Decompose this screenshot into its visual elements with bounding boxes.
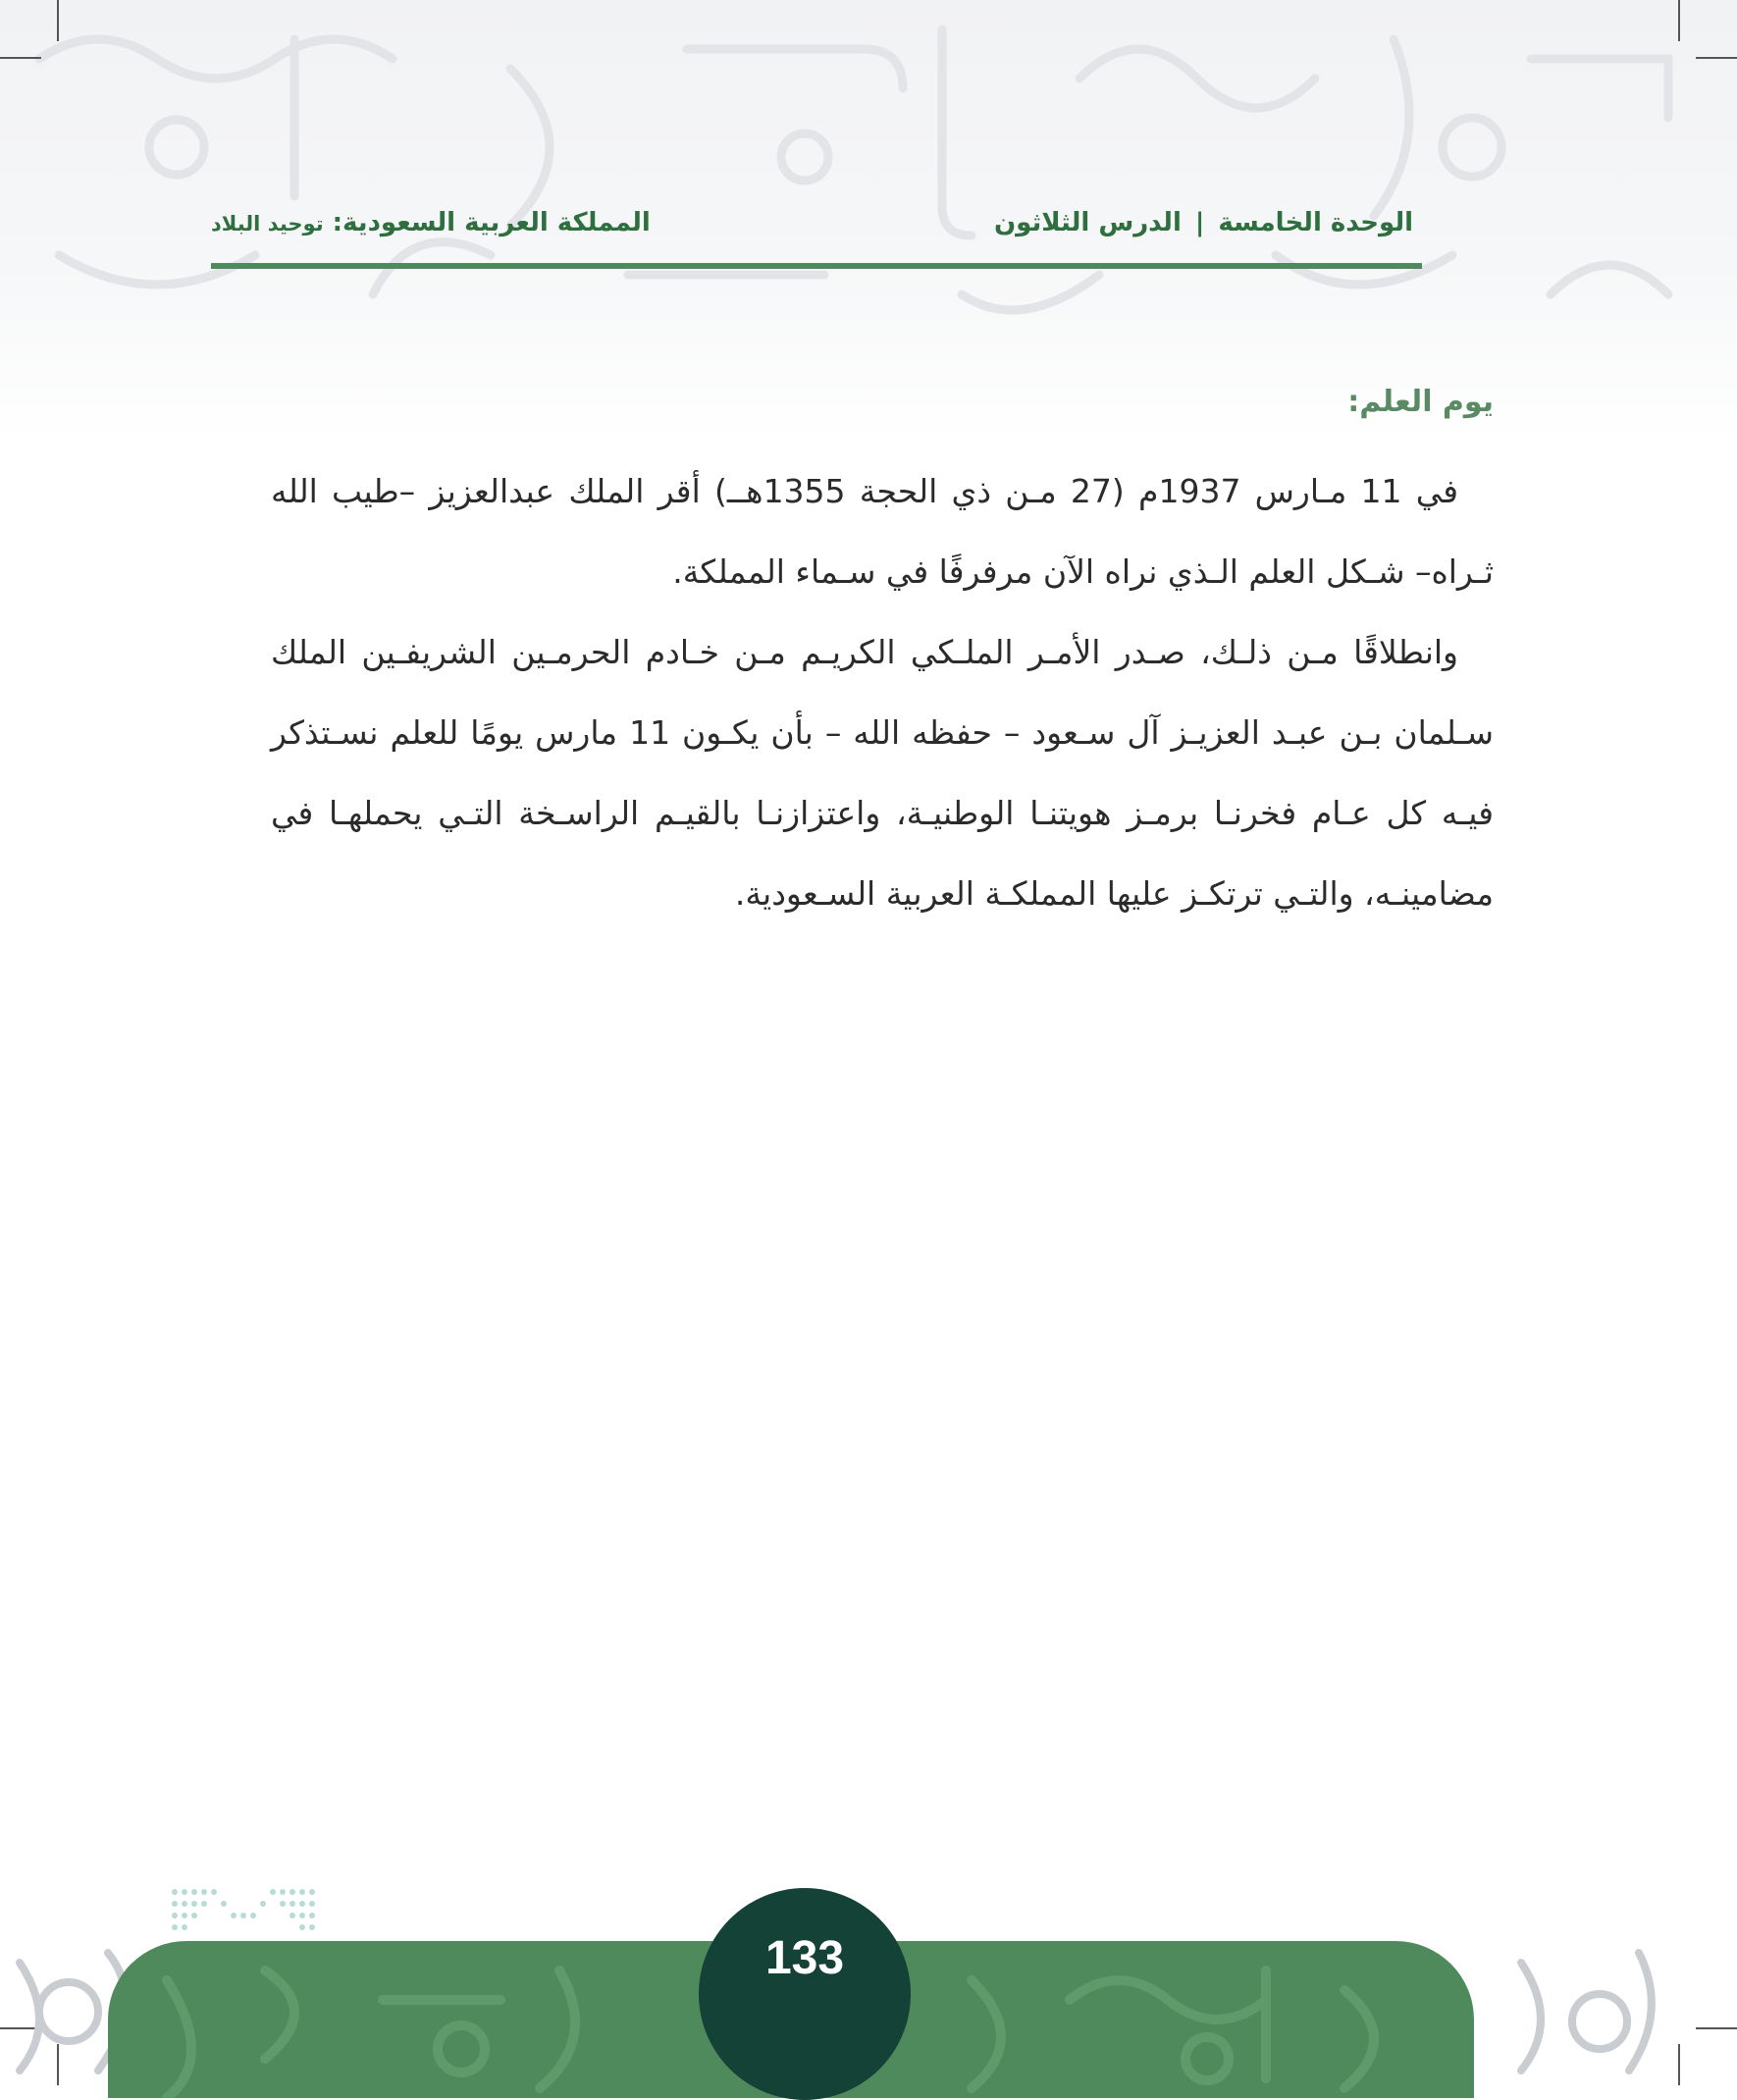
crop-mark (1678, 0, 1680, 41)
header-topic (211, 208, 651, 237)
header-lesson: الدرس الثلاثون (993, 208, 1182, 237)
section-title: يوم العلم: (1347, 385, 1494, 419)
ministry-logo-dots (169, 1886, 326, 1933)
paragraph: في 11 مـارس 1937م (27 مـن ذي الحجة 1355هــ) أقر الملك عبدالعزيز –طيب الله ثـراه– شـكل العلم الـذي نراه الآن مرفرفًا في سـماء المملكة. (271, 472, 1494, 591)
crop-mark (57, 0, 59, 41)
crop-mark (1696, 2027, 1737, 2029)
paragraph: وانطلاقًا مـن ذلـك، صـدر الأمـر الملـكي الكريـم مـن خـادم الحرمـين الشريفـين الملك سـلمان بـن عبـد العزيـز آل سـعود – حفظه الله – بأن يكـون 11 مارس يومًا للعلم نسـتذكر فيـه كل عـام فخرنـا برمـز هويتنـا الوطنيـة، واعتزازنـا بالقيـم الراسـخة التـي يحملهـا في مضامينـه، والتـي ترتكـز عليها المملكـة العربية السـعودية. (271, 633, 1494, 913)
header-topic-title: المملكة العربية السعودية: (332, 208, 651, 237)
header-separator: | (1194, 208, 1205, 237)
header-unit-lesson (994, 208, 1413, 237)
header-divider (211, 263, 1422, 269)
footer-calligraphy-right (1374, 1923, 1688, 2085)
crop-mark (1696, 57, 1737, 59)
page-number: 133 (764, 1932, 845, 1984)
crop-mark (0, 57, 41, 59)
header-unit: الوحدة الخامسة (1218, 208, 1413, 237)
page-number-badge (699, 1888, 911, 2100)
header-subtopic: توحيد البلاد (211, 212, 324, 236)
section-body (271, 451, 1494, 934)
